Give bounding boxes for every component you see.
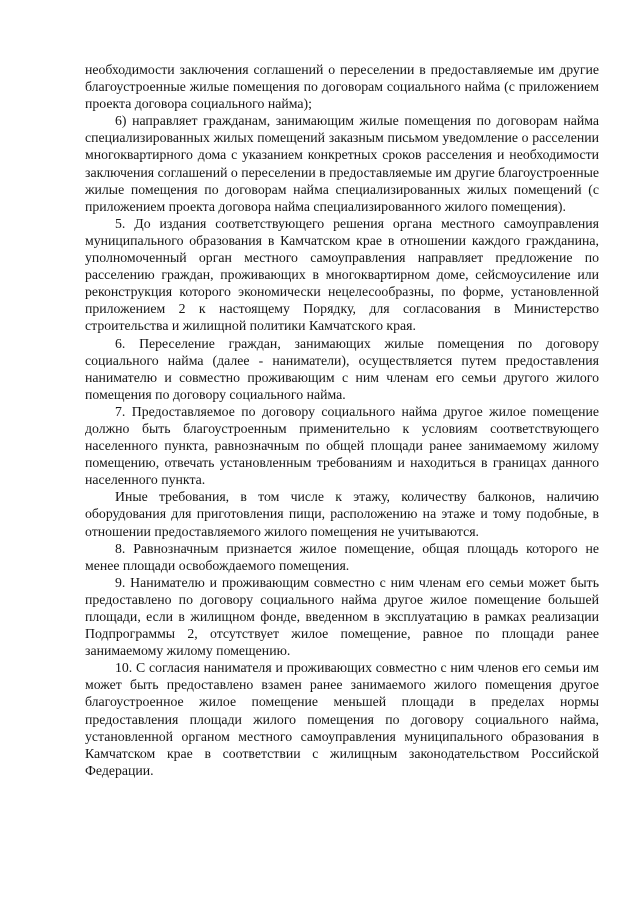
paragraph-clause-10: 10. С согласия нанимателя и проживающих совместно с ним членов его семьи им может быть предоставлено взамен ранее занимаемого жилого помещения другое благоустроенное жилое помещение меньшей площади в пределах нормы предоставления площади жилого помещения по договору социального найма, установленной органом местного самоуправления муниципального образования в Камчатском крае в соответствии с жилищным законодательством Российской Федерации.	[85, 660, 599, 778]
paragraph-clause-8: 8. Равнозначным признается жилое помещение, общая площадь которого не менее площади освобождаемого помещения.	[85, 540, 599, 573]
paragraph-continuation: необходимости заключения соглашений о переселении в предоставляемые им другие благоустроенные жилые помещения по договорам социального найма (с приложением проекта договора социального найма);	[85, 62, 599, 112]
paragraph-clause-6: 6. Переселение граждан, занимающих жилые помещения по договору социального найма (далее - наниматели), осуществляется путем предоставления нанимателю и совместно проживающим с ним членам его семьи другого жилого помещения по договору социального найма.	[85, 335, 599, 402]
paragraph-other-requirements: Иные требования, в том числе к этажу, количеству балконов, наличию оборудования для приготовления пищи, расположению на этаже и тому подобные, в отношении предоставляемого жилого помещения не учитываются.	[85, 489, 599, 539]
paragraph-clause-7: 7. Предоставляемое по договору социального найма другое жилое помещение должно быть благоустроенным применительно к условиям соответствующего населенного пункта, равнозначным по общей площади ранее занимаемому жилому помещению, отвечать установленным требованиям и находиться в границах данного населенного пункта.	[85, 403, 599, 488]
paragraph-clause-9: 9. Нанимателю и проживающим совместно с ним членам его семьи может быть предоставлено по договору социального найма другое жилое помещение большей площади, если в жилищном фонде, введенном в эксплуатацию в рамках реализации Подпрограммы 2, отсутствует жилое помещение, равное по площади ранее занимаемому жилому помещению.	[85, 574, 599, 659]
paragraph-clause-5: 5. До издания соответствующего решения органа местного самоуправления муниципального образования в Камчатском крае в отношении каждого гражданина, уполномоченный орган местного самоуправления направляет предложение по расселению граждан, проживающих в многоквартирном доме, сейсмоусиление или реконструкция которого экономически нецелесообразны, по форме, установленной приложением 2 к настоящему Порядку, для согласования в Министерство строительства и жилищной политики Камчатского края.	[85, 215, 599, 334]
paragraph-item-6-notice: 6) направляет гражданам, занимающим жилые помещения по договорам найма специализированных жилых помещений заказным письмом уведомление о расселении многоквартирного дома с указанием конкретных сроков расселения и необходимости заключения соглашений о переселении в предоставляемые им другие благоустроенные жилые помещения по договорам найма специализированных жилых помещений (с приложением проекта договора найма специализированного жилого помещения).	[85, 113, 599, 214]
